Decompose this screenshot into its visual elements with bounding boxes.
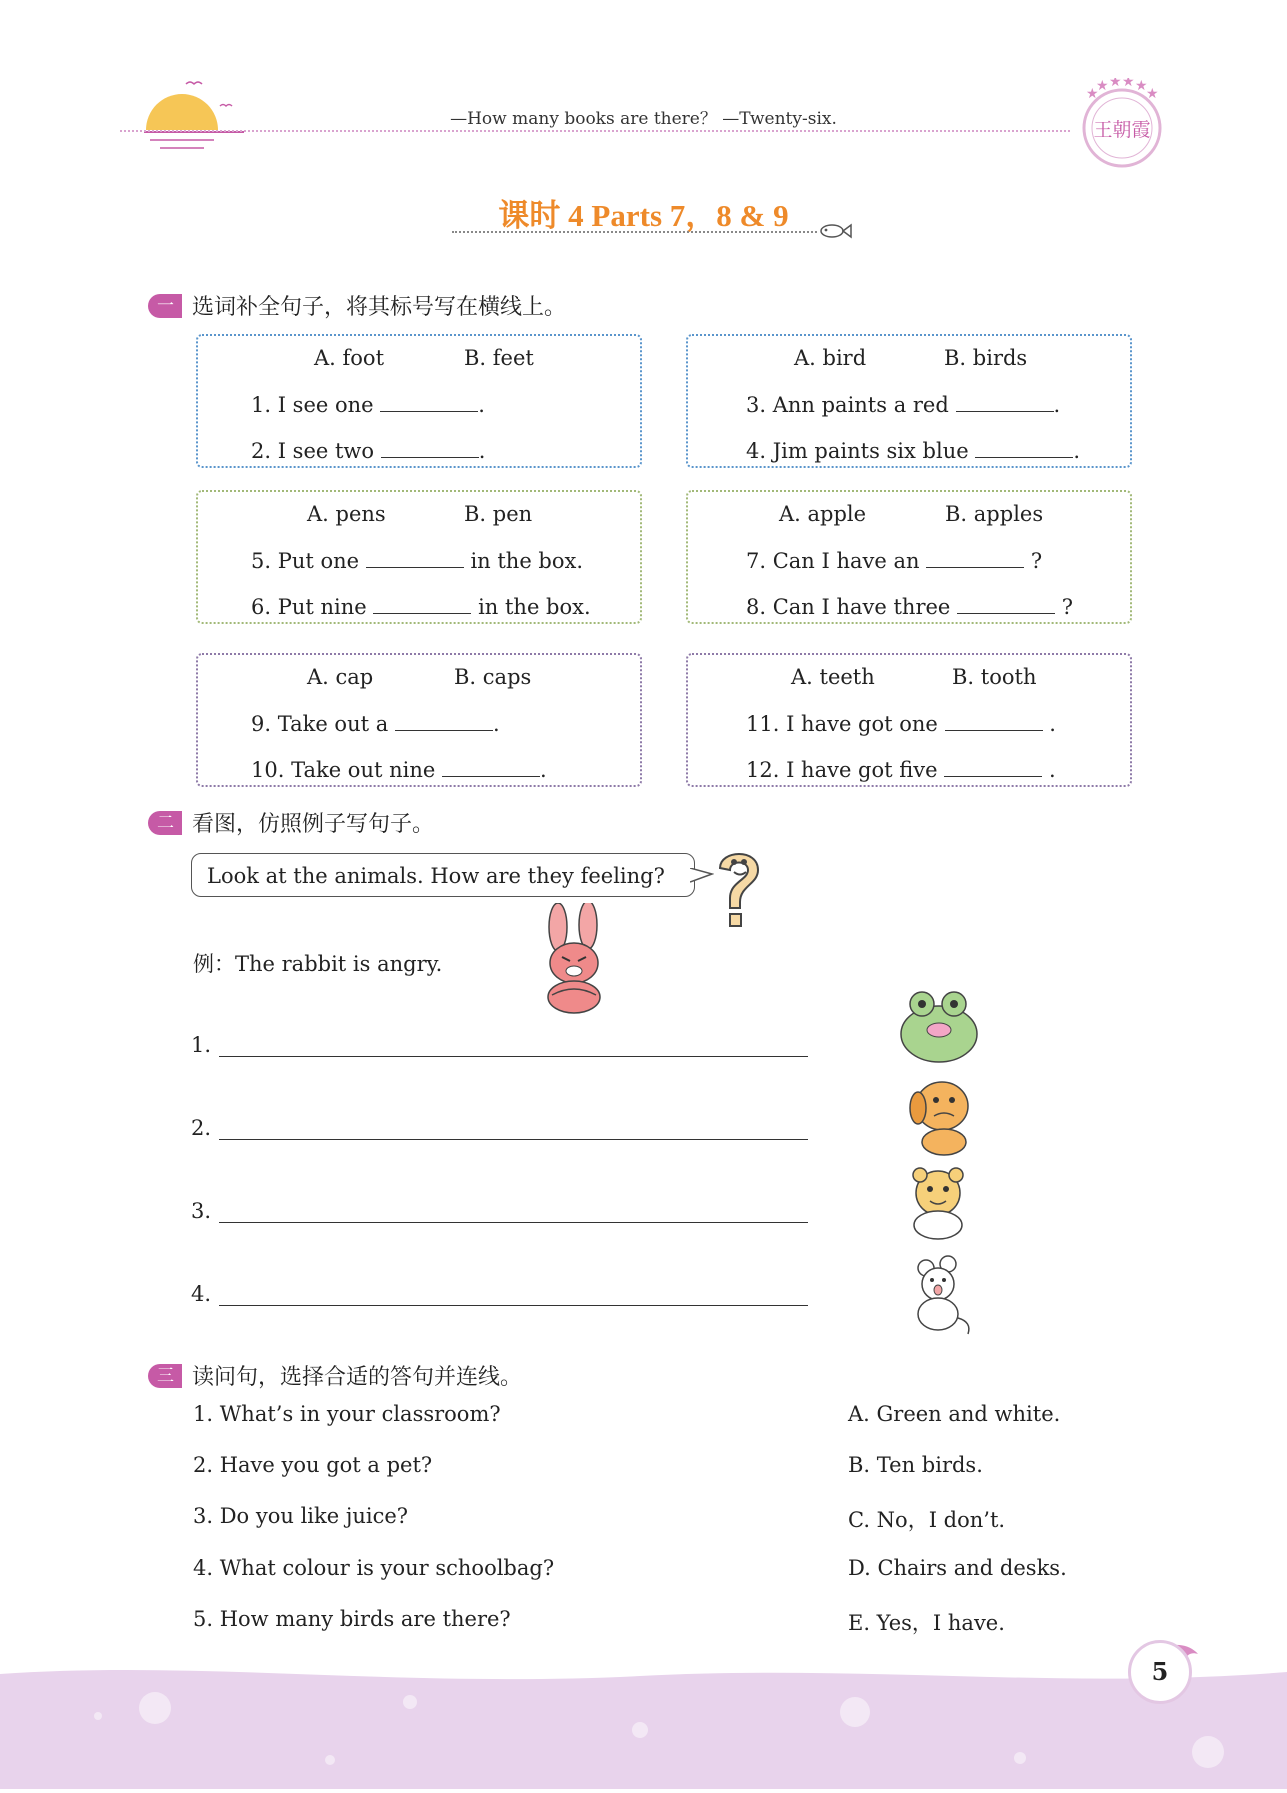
answer-a[interactable]: A. Green and white.	[848, 1402, 1061, 1426]
option-b: B. caps	[454, 665, 532, 689]
question-3[interactable]: 3. Do you like juice?	[193, 1504, 409, 1528]
question-1[interactable]: 1. What’s in your classroom?	[193, 1402, 501, 1426]
answer-line[interactable]	[219, 1032, 808, 1057]
answer-c[interactable]: C. No，I don’t.	[848, 1508, 1006, 1532]
question-mark-character-icon	[712, 846, 766, 938]
tiger-icon	[900, 1165, 976, 1245]
section-1-heading	[148, 290, 566, 321]
fish-icon	[818, 221, 852, 245]
example-sentence: 例：The rabbit is angry.	[193, 952, 443, 976]
sentence-11: 11. I have got one .	[746, 712, 1056, 736]
page-number: 5	[1128, 1640, 1192, 1704]
frog-icon	[896, 988, 982, 1072]
option-b: B. apples	[945, 502, 1044, 526]
writing-line-4: 4.	[191, 1281, 808, 1306]
exercise-box-3	[196, 490, 642, 624]
page-title: 课时 4 Parts 7，8 & 9	[498, 198, 789, 233]
option-a: A. foot	[314, 346, 385, 370]
option-a: A. apple	[779, 502, 867, 526]
speech-bubble-tail	[690, 868, 714, 888]
option-a: A. cap	[307, 665, 374, 689]
section-1-instruction: 选词补全句子，将其标号写在横线上。	[192, 295, 567, 320]
svg-text:★: ★	[1109, 78, 1122, 90]
sentence-12: 12. I have got five .	[746, 758, 1056, 782]
dog-icon	[906, 1076, 982, 1160]
exercise-box-1	[196, 334, 642, 468]
option-a: A. bird	[794, 346, 867, 370]
section-3-heading	[148, 1360, 522, 1391]
section-marker: 一	[148, 294, 182, 318]
sentence-9: 9. Take out a .	[251, 712, 500, 736]
header-rule	[120, 130, 1070, 132]
sentence-7: 7. Can I have an ?	[746, 549, 1043, 573]
answer-blank[interactable]	[381, 439, 479, 458]
answer-blank[interactable]	[395, 712, 493, 731]
exercise-box-5	[196, 653, 642, 787]
section-3-instruction: 读问句，选择合适的答句并连线。	[192, 1365, 523, 1390]
answer-blank[interactable]	[957, 595, 1055, 614]
answer-blank[interactable]	[975, 439, 1073, 458]
sentence-4: 4. Jim paints six blue .	[746, 439, 1081, 463]
answer-blank[interactable]	[944, 758, 1042, 777]
question-5[interactable]: 5. How many birds are there?	[193, 1607, 511, 1631]
exercise-box-4	[686, 490, 1132, 624]
option-a: A. teeth	[791, 665, 875, 689]
answer-line[interactable]	[219, 1198, 808, 1223]
sentence-6: 6. Put nine in the box.	[251, 595, 591, 619]
answer-blank[interactable]	[956, 393, 1054, 412]
sentence-8: 8. Can I have three ?	[746, 595, 1073, 619]
answer-blank[interactable]	[945, 712, 1043, 731]
section-marker: 三	[148, 1364, 182, 1388]
answer-blank[interactable]	[366, 549, 464, 568]
exercise-box-2	[686, 334, 1132, 468]
writing-line-2: 2.	[191, 1115, 808, 1140]
mouse-icon	[902, 1254, 978, 1340]
footer-wave	[0, 1660, 1287, 1793]
answer-e[interactable]: E. Yes，I have.	[848, 1611, 1005, 1635]
option-b: B. feet	[464, 346, 534, 370]
svg-text:★: ★	[1135, 78, 1148, 94]
section-2-heading	[148, 807, 434, 838]
option-b: B. tooth	[952, 665, 1037, 689]
question-2[interactable]: 2. Have you got a pet?	[193, 1453, 433, 1477]
title-underline	[452, 231, 817, 233]
sentence-3: 3. Ann paints a red .	[746, 393, 1061, 417]
svg-text:★: ★	[1146, 86, 1159, 102]
answer-blank[interactable]	[373, 595, 471, 614]
svg-text:★: ★	[1096, 78, 1109, 94]
header-text: —How many books are there？ —Twenty-six.	[450, 109, 837, 129]
writing-line-3: 3.	[191, 1198, 808, 1223]
answer-blank[interactable]	[926, 549, 1024, 568]
answer-d[interactable]: D. Chairs and desks.	[848, 1556, 1067, 1580]
section-marker: 二	[148, 811, 182, 835]
seal-text: 王朝霞	[1093, 119, 1151, 141]
sentence-1: 1. I see one .	[251, 393, 485, 417]
sentence-10: 10. Take out nine .	[251, 758, 547, 782]
svg-text:★: ★	[1122, 78, 1135, 90]
sentence-2: 2. I see two .	[251, 439, 486, 463]
svg-text:★: ★	[1086, 86, 1099, 102]
writing-line-1: 1.	[191, 1032, 808, 1057]
publisher-seal	[1076, 78, 1168, 174]
angry-rabbit-icon	[532, 903, 616, 1019]
answer-line[interactable]	[219, 1281, 808, 1306]
question-4[interactable]: 4. What colour is your schoolbag?	[193, 1556, 555, 1580]
exercise-box-6	[686, 653, 1132, 787]
sentence-5: 5. Put one in the box.	[251, 549, 584, 573]
option-b: B. pen	[464, 502, 533, 526]
answer-blank[interactable]	[380, 393, 478, 412]
option-b: B. birds	[944, 346, 1028, 370]
answer-blank[interactable]	[442, 758, 540, 777]
answer-line[interactable]	[219, 1115, 808, 1140]
option-a: A. pens	[307, 502, 386, 526]
speech-bubble: Look at the animals. How are they feeling?	[191, 853, 695, 897]
section-2-instruction: 看图，仿照例子写句子。	[192, 812, 435, 837]
answer-b[interactable]: B. Ten birds.	[848, 1453, 983, 1477]
